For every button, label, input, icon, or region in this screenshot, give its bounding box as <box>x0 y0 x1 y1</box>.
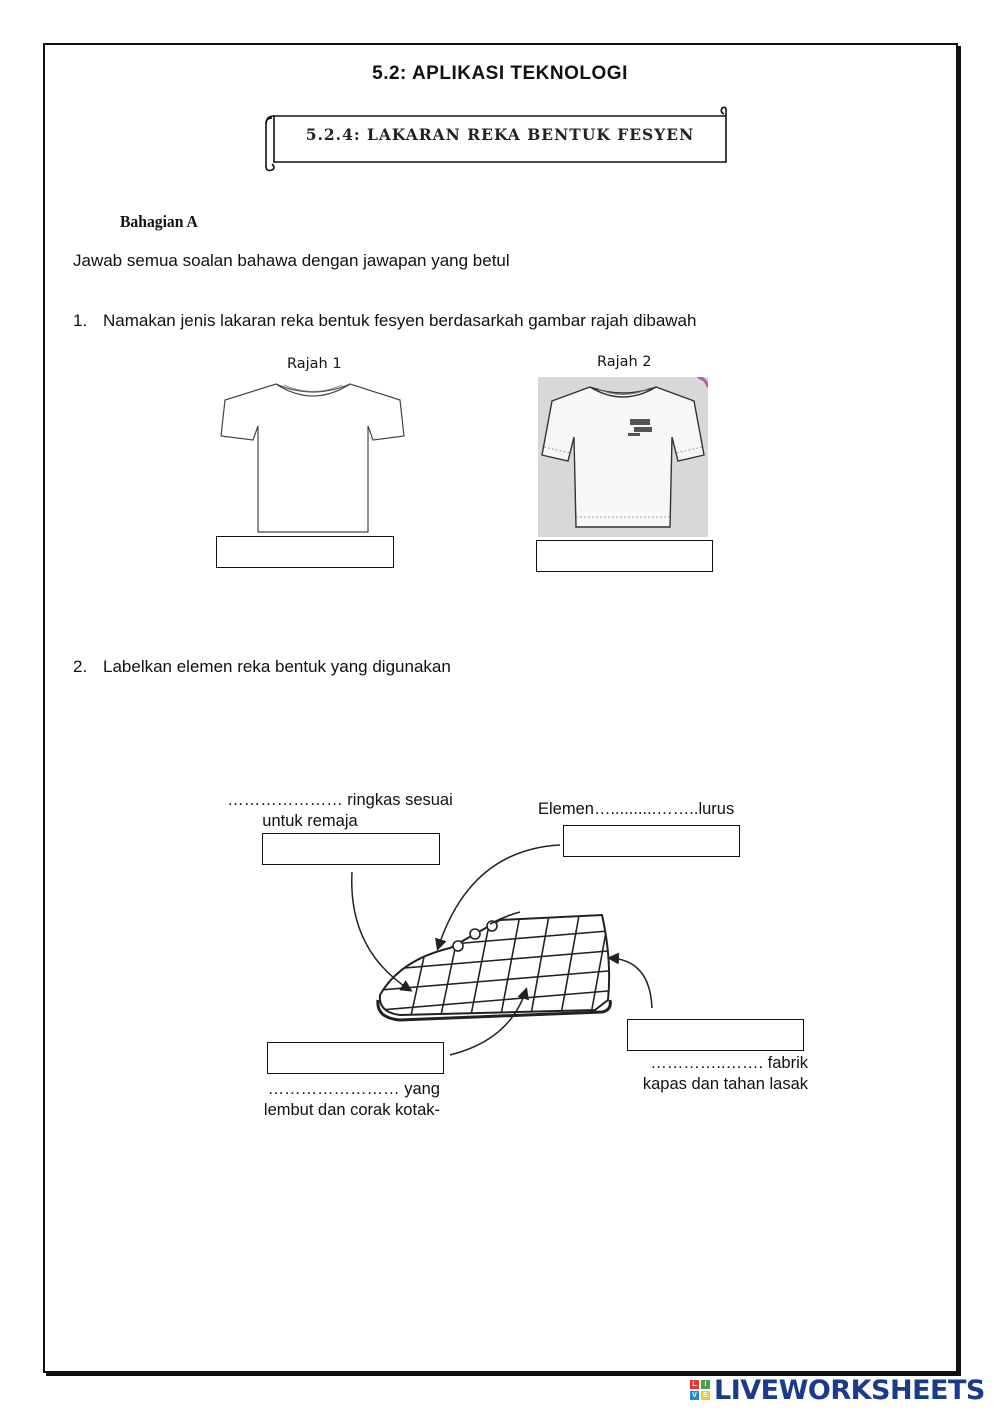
rajah-2-caption: Rajah 2 <box>597 354 652 370</box>
instruction-text: Jawab semua soalan bahawa dengan jawapan yang betul <box>73 251 510 270</box>
worksheet-frame <box>43 43 958 1373</box>
shoe-illustration <box>340 840 670 1060</box>
question-text: Namakan jenis lakaran reka bentuk fesyen berdasarkah gambar rajah dibawah <box>103 311 697 330</box>
page-title: 5.2: APLIKASI TEKNOLOGI <box>372 63 628 84</box>
section-heading: Bahagian A <box>120 212 198 231</box>
logo-mark-icon: L I V E <box>690 1380 710 1400</box>
rajah-1-caption: Rajah 1 <box>287 356 342 372</box>
question-number: 1. <box>73 311 88 330</box>
brand-name: LIVEWORKSHEETS <box>714 1374 985 1406</box>
shoe-label-bottom-right: …………..……. fabrik kapas dan tahan lasak <box>642 1054 808 1093</box>
fashion-illustration-tshirt-image <box>538 377 708 537</box>
question-1 <box>73 311 696 331</box>
lesson-subtitle: 5.2.4: LAKARAN REKA BENTUK FESYEN <box>305 125 695 144</box>
question-number: 2. <box>73 657 88 676</box>
shoe-bottom-left-answer-box[interactable] <box>267 1042 444 1074</box>
question-text: Labelkan elemen reka bentuk yang digunakan <box>103 657 451 676</box>
liveworksheets-logo[interactable] <box>690 1372 985 1408</box>
rajah-2-answer-box[interactable] <box>536 540 713 572</box>
question-2 <box>73 657 451 677</box>
shoe-label-top-right: Elemen…..........……..lurus <box>538 800 735 818</box>
shoe-label-top-left: ………………… ringkas sesuai untuk remaja <box>227 791 453 830</box>
shoe-bottom-right-answer-box[interactable] <box>627 1019 804 1051</box>
shoe-label-bottom-left: …………………… yang lembut dan corak kotak- <box>263 1080 440 1119</box>
flat-sketch-tshirt-image <box>218 378 408 538</box>
rajah-1-answer-box[interactable] <box>216 536 394 568</box>
